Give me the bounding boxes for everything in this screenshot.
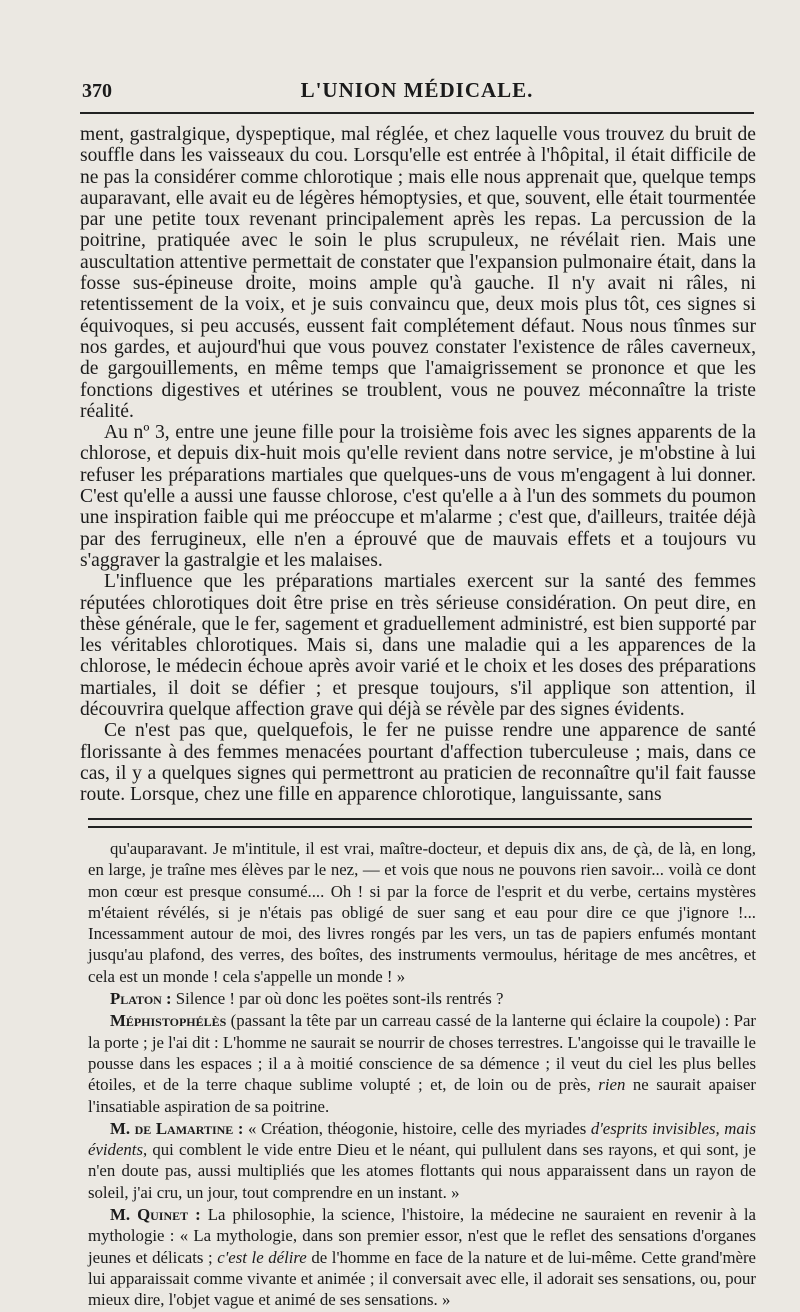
speaker-name: Platon : xyxy=(110,989,172,1009)
feuilleton-separator xyxy=(88,818,752,828)
speech-text: , qui comblent le vide entre Dieu et le néant, qui pullulent dans ses rayons, et qui sont, je n'en doute pas, aussi multipliés que les atomes flottants qui nous apparaissent dans un rayon de soleil, j'ai cru, un jour, tout comprendre en un instant. » xyxy=(88,1140,756,1202)
speech-text: de l'homme en face de la nature et de lui-même. Cette grand'mère lui apparaissait comme vivante et animée ; il conversait avec elle, il adorait ses sensations, ou, pour mieux dire, l'objet vague et animé de ses sensations. » xyxy=(88,1247,756,1310)
speaker-name: M. Quinet : xyxy=(110,1205,201,1225)
page-header xyxy=(80,78,754,106)
article-paragraph: ment, gastralgique, dyspeptique, mal réglée, et chez laquelle vous trouvez du bruit de souffle dans les vaisseaux du cou. Lorsqu'elle est entrée à l'hôpital, il était difficile de ne pas la considérer comme chlorotique ; mais elle nous apprenait que, quelque temps auparavant, elle avait eu de légères hémoptysies, et que, souvent, elle était tourmentée par une petite toux revenant principalement après les repas. La percussion de la poitrine, pratiquée avec le soin le plus scrupuleux, ne révélait rien. Mais une auscultation attentive permettait de constater que l'expansion pulmonaire était, dans la fosse sus-épineuse droite, moins ample qu'à gauche. Il n'y avait ni râles, ni retentissement de la voix, et je suis convaincu que, deux mois plus tôt, ces signes si équivoques, si peu accusés, eussent fait complétement défaut. Nous nous tînmes sur nos gardes, et aujourd'hui que vous pouvez constater l'existence de râles caverneux, de gargouillements, en même temps que l'amaigrissement se prononce et que les fonctions digestives et utérines se troublent, vous ne pouvez méconnaître la triste réalité. xyxy=(80,124,756,422)
feuilleton-paragraph: qu'auparavant. Je m'intitule, il est vrai, maître-docteur, et depuis dix ans, de çà, de là, en long, en large, je traîne mes élèves par le nez, — et vois que nous ne pouvons rien savoir... voilà ce dont mon cœur est presque consumé.... Oh ! si par la force de l'esprit et du verbe, certains mystères m'étaient révélés, si je n'étais pas obligé de suer sang et eau pour dire ce que j'ignore !... Incessamment autour de moi, des livres rongés par les vers, un tas de papiers enfumés montant jusqu'au plafond, des verres, des boîtes, des instruments vermoulus, héritage de mes ancêtres, et cela est un monde ! cela s'appelle un monde ! » xyxy=(88,839,756,986)
speech-italic: rien xyxy=(598,1075,626,1095)
speech-text: Silence ! par où donc les poëtes sont-ils rentrés ? xyxy=(171,989,504,1009)
article-paragraph: Au nº 3, entre une jeune fille pour la troisième fois avec les signes apparents de la chlorose, et depuis dix-huit mois qu'elle revient dans notre service, je m'obstine à lui refuser les préparations martiales que quelques-uns de vous m'engagent à lui donner. C'est qu'elle a aussi une fausse chlorose, c'est qu'elle a à l'un des sommets du poumon une inspiration faible qui me préoccupe et m'alarme ; c'est que, d'ailleurs, traitée déjà par des ferrugineux, elle n'en a éprouvé que de mauvais effets et a toujours vu s'aggraver la gastralgie et les malaises. xyxy=(80,422,756,571)
feuilleton-section xyxy=(88,838,756,1312)
speech-text: (passant la tête par un carreau cassé de la lanterne qui éclaire la coupole) : Par la porte ; je l'ai dit : L'homme ne saurait se nourrir de choses terrestres. L'angoisse qui le travaille le pousse dans les espaces ; il a à moitié conscience de sa démence ; il veut du ciel les plus belles étoiles, et de la terre chaque sublime volupté ; et, de loin ou de près, xyxy=(88,1011,756,1095)
feuilleton-paragraph xyxy=(88,988,756,1009)
feuilleton-paragraph xyxy=(88,1118,756,1203)
feuilleton-paragraph xyxy=(88,1010,756,1116)
header-rule xyxy=(80,112,754,114)
article-paragraph: Ce n'est pas que, quelquefois, le fer ne puisse rendre une apparence de santé florissante à des femmes menacées pourtant d'affection tuberculeuse ; mais, dans ce cas, il y a quelques signes qui permettront au praticien de reconnaître qu'il fait fausse route. Lorsque, chez une fille en apparence chlorotique, languissante, sans xyxy=(80,720,756,806)
speech-text: La philosophie, la science, l'histoire, la médecine ne sauraient en revenir à la mythologie : « La mythologie, dans son premier essor, n'est que le reflet des sensations d'organes jeunes et délicats ; xyxy=(88,1205,756,1267)
speech-text: ne saurait apaiser l'insatiable aspiration de sa poitrine. xyxy=(88,1075,756,1116)
feuilleton-paragraph xyxy=(88,1204,756,1310)
speaker-name: Méphistophélès xyxy=(110,1011,227,1031)
page-number: 370 xyxy=(82,80,112,102)
speech-italic: d'esprits invisibles, mais évidents xyxy=(88,1118,756,1160)
main-article xyxy=(80,124,756,806)
article-paragraph: L'influence que les préparations martiales exercent sur la santé des femmes réputées chlorotiques doit être prise en très sérieuse considération. On peut dire, en thèse générale, que le fer, sagement et graduellement administré, est bien supporté par les véritables chlorotiques. Mais si, dans une maladie qui a les apparences de la chlorose, le médecin échoue après avoir varié et le choix et les doses des préparations martiales, il doit se défier ; et presque toujours, s'il applique son attention, il découvrira quelque affection grave qui déjà se révèle par des signes évidents. xyxy=(80,571,756,721)
speech-text: « Création, théogonie, histoire, celle des myriades xyxy=(243,1118,591,1138)
speaker-name: M. de Lamartine : xyxy=(110,1118,244,1138)
speech-italic: c'est le délire xyxy=(217,1247,307,1267)
running-title: L'UNION MÉDICALE. xyxy=(300,78,534,102)
